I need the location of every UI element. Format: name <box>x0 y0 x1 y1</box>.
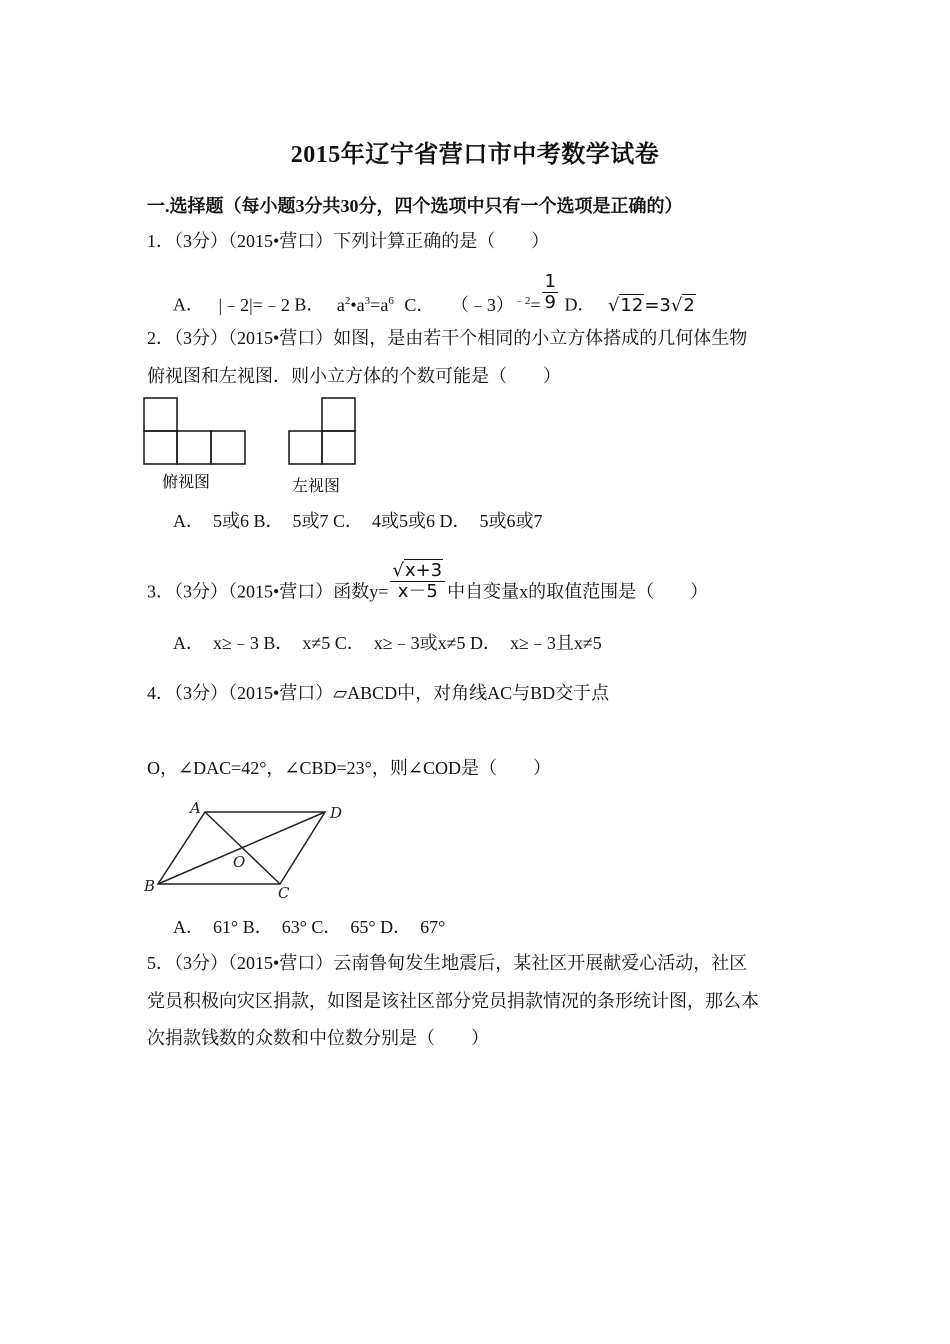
q1-option-d-label: D． <box>564 294 596 315</box>
q3-fraction: $\frac{√x+3}{x-5}$ <box>390 561 445 602</box>
page-title: 2015年辽宁省营口市中考数学试卷 <box>290 142 660 168</box>
diagonal-bd <box>158 812 325 884</box>
vertex-label-b: B <box>144 877 156 895</box>
q2-views-figure <box>140 392 370 500</box>
left-view-caption: 左视图 <box>292 476 341 495</box>
q4-options: A． 61° B． 63° C． 65° D． 67° <box>173 917 446 937</box>
q3-options: A． x≥﹣3 B． x≠5 C． x≥﹣3或x≠5 D． x≥﹣3且x≠5 <box>173 633 602 653</box>
q2-stem-line2: 俯视图和左视图．则小立方体的个数可能是（ ） <box>147 366 561 386</box>
q1-option-a-text: |﹣2|=﹣2 <box>218 294 290 315</box>
q1-option-d-expression: √12=3√2 <box>608 295 696 316</box>
q1-option-b-label: B． <box>294 294 325 315</box>
section-heading: 一.选择题（每小题3分共30分，四个选项中只有一个选项是正确的） <box>147 196 683 216</box>
q1-fraction: $\frac{1}{9}$ <box>544 271 556 313</box>
sqrt-icon-q3: √x+3 <box>392 560 443 581</box>
q5-stem-line2: 党员积极向灾区捐款，如图是该社区部分党员捐款情况的条形统计图，那么本 <box>147 991 759 1011</box>
vertex-label-a: A <box>190 799 201 817</box>
q1-option-a-label: A． <box>173 294 204 315</box>
q1-option-c-expression: （﹣3）$^{﹣2}$= $\frac{1}{9}$ <box>450 271 556 315</box>
q3-stem: 3．（3分）（2015•营口）函数y= $\frac{√x+3}{x-5}$ 中自变量x的取值范围是（ ） <box>147 560 709 602</box>
q2-stem-line1: 2．（3分）（2015•营口）如图，是由若干个相同的小立方体搭成的几何体生物 <box>147 328 748 348</box>
q1-options <box>173 271 696 327</box>
q2-options: A． 5或6 B． 5或7 C． 4或5或6 D． 5或6或7 <box>173 511 543 531</box>
sqrt-icon-2: √2 <box>670 294 695 316</box>
q5-stem-line3: 次捐款钱数的众数和中位数分别是（ ） <box>147 1028 489 1048</box>
left-view-grid <box>289 398 355 464</box>
q1-option-c-label: C． <box>404 294 435 315</box>
vertex-label-d: D <box>330 804 343 822</box>
top-view-caption: 俯视图 <box>162 472 211 491</box>
q4-parallelogram-figure <box>140 798 355 902</box>
vertex-label-c: C <box>278 884 290 902</box>
q4-stem-line2: O，∠DAC=42°，∠CBD=23°，则∠COD是（ ） <box>147 758 551 778</box>
q4-stem-line1: 4．（3分）（2015•营口）▱ABCD中，对角线AC与BD交于点 <box>147 683 610 703</box>
sqrt-icon-12: √12 <box>607 294 644 316</box>
q1-option-b-expression: $a^2•a^3=a^6$ <box>336 294 394 315</box>
q5-stem-line1: 5．（3分）（2015•营口）云南鲁甸发生地震后，某社区开展献爱心活动，社区 <box>147 953 748 973</box>
center-label-o: O <box>233 853 246 871</box>
q1-stem: 1．（3分）（2015•营口）下列计算正确的是（ ） <box>147 231 550 251</box>
top-view-grid <box>144 398 245 464</box>
